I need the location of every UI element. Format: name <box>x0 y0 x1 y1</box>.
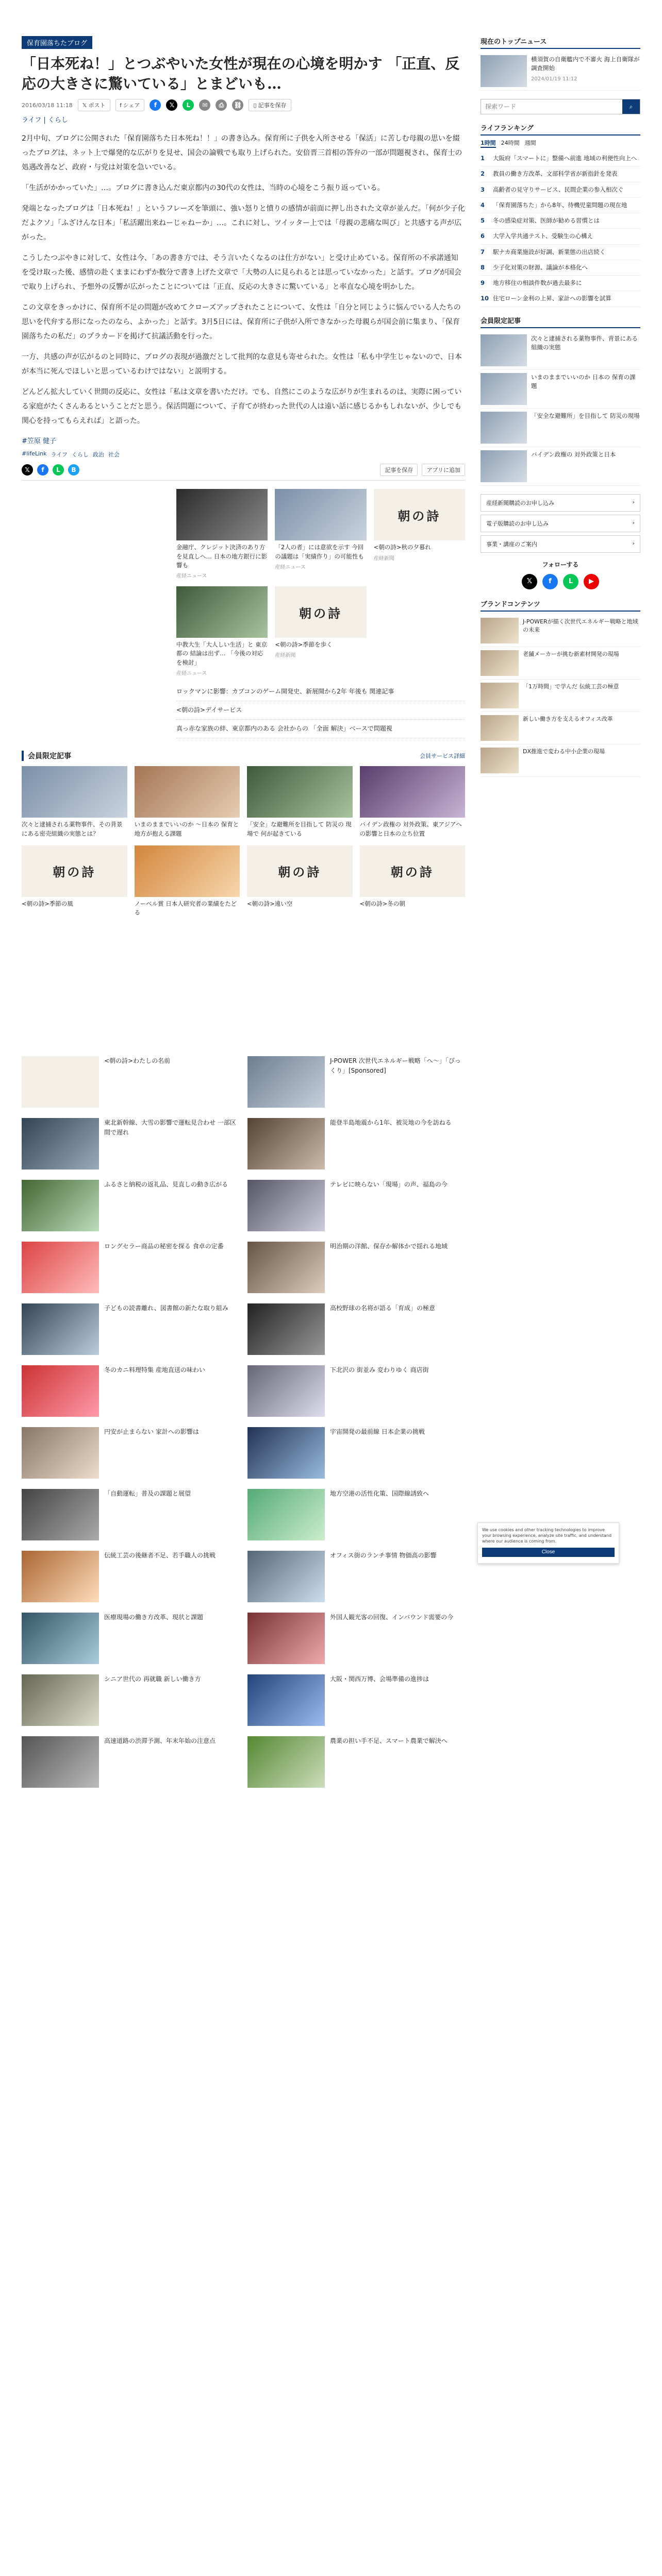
facebook-circle-icon[interactable]: f <box>150 99 161 111</box>
article-date: 2016/03/18 11:18 <box>22 101 73 109</box>
section-heading: 会員限定記事 会員サービス詳細 <box>22 751 465 761</box>
save-article-button[interactable]: 記事を保存 <box>380 464 418 476</box>
brand-thumb <box>481 715 519 741</box>
poem-image: 朝の詩 <box>360 845 466 897</box>
brand-item[interactable]: 「1万時間」で学んだ 伝統工芸の極意 <box>481 680 640 712</box>
poem-image: 朝の詩 <box>374 489 465 540</box>
article-body <box>22 131 465 428</box>
member-card[interactable]: バイデン政権の 対外政策、東アジアへの影響と日本の立ち位置 <box>360 766 466 838</box>
feed-thumb <box>22 1180 99 1231</box>
member-item[interactable]: バイデン政権の 対外政策と日本 <box>481 447 640 486</box>
feed-item[interactable]: テレビに映らない「現場」の声、福島の今 <box>247 1180 465 1231</box>
bookmark-icon: ▯ <box>253 103 257 109</box>
feed-item[interactable]: オフィス街のランチ事情 物価高の影響 <box>247 1551 465 1602</box>
tag-link[interactable]: くらし <box>71 451 89 459</box>
feed-thumb <box>247 1674 325 1726</box>
feed-thumb <box>247 1427 325 1479</box>
member-thumb <box>481 334 527 366</box>
member-item[interactable]: 「安全な避難所」を目指して 防災の現場 <box>481 409 640 447</box>
tag-list <box>22 450 465 459</box>
feed-item[interactable]: 宇宙開発の最前線 日本企業の挑戦 <box>247 1427 465 1479</box>
feed-item[interactable]: 能登半島地震から1年、被災地の今を訪ねる <box>247 1118 465 1170</box>
news-thumb <box>481 55 527 87</box>
sidebar-member-section <box>481 315 640 486</box>
paragraph: 「生活がかかっていた」…。ブログに書き込んだ東京都内の30代の女性は、当時の心境をこう振り返っている。 <box>22 184 385 193</box>
cookie-banner <box>477 1522 619 1564</box>
mail-icon[interactable]: ✉ <box>199 99 210 111</box>
related-card[interactable]: 中教大生「大人しい生活」と 東京都の 結論は出ず… 「今後の対応を検討」 産経ニュース <box>176 586 268 676</box>
article-meta <box>22 99 465 111</box>
feed-item[interactable]: 高速道路の渋滞予測、年末年始の注意点 <box>22 1736 239 1788</box>
chevron-right-icon: › <box>632 519 635 526</box>
member-card[interactable]: 次々と逮捕される薬物事件、その背景にある密売組織の実態とは？ <box>22 766 127 838</box>
feed-thumb <box>247 1118 325 1170</box>
tag-link[interactable]: 社会 <box>108 451 120 459</box>
member-card[interactable]: 朝の詩 <朝の詩>季節の風 <box>22 845 127 918</box>
bottom-share-bar <box>22 464 465 481</box>
tab-24h[interactable]: 24時間 <box>501 140 520 146</box>
poem-image: 朝の詩 <box>247 845 353 897</box>
print-icon[interactable]: ⎙ <box>216 99 227 111</box>
brand-item[interactable]: DX推進で変わる中小企業の現場 <box>481 744 640 777</box>
article-section[interactable]: ライフ | くらし <box>22 116 68 125</box>
cookie-text: We use cookies and other tracking technologies to improve your browsing experience, analyze site traffic, and understand where our audience is coming from. <box>482 1528 612 1544</box>
facebook-icon: f <box>120 103 122 109</box>
facebook-circle-icon[interactable]: f <box>37 464 48 476</box>
feed-item[interactable]: ふるさと納税の返礼品、見直しの動き広がる <box>22 1180 239 1231</box>
link-icon[interactable]: ⛓ <box>232 99 243 111</box>
feed-thumb <box>22 1303 99 1355</box>
feed-thumb <box>22 1551 99 1602</box>
ranking-item[interactable]: 7 駅ナカ商業施設が好調、新業態の出店続く <box>481 245 640 260</box>
feed-thumb <box>247 1180 325 1231</box>
ad-text-list <box>176 683 465 739</box>
related-card[interactable]: 金融庁、クレジット決済のあり方を見直しへ… 日本の地方銀行に影響も 産経ニュース <box>176 489 268 579</box>
sns-follow-row <box>481 574 640 589</box>
tag-link[interactable]: ライフ <box>51 451 68 459</box>
feed-thumb <box>22 1427 99 1479</box>
feed-item[interactable]: 東北新幹線、大雪の影響で運転見合わせ 一部区間で遅れ <box>22 1118 239 1170</box>
feed-thumb <box>22 1674 99 1726</box>
feed-item[interactable]: <朝の詩>わたしの名前 <box>22 1056 239 1108</box>
list-item[interactable]: 真っ赤な家族の絆、東京都内のある 会社からの 「全面 解決」ベースで問題視 <box>176 720 465 738</box>
post-button[interactable]: 𝕏 ポスト <box>78 99 110 111</box>
poem-image: 朝の詩 <box>22 845 127 897</box>
ranking-item[interactable]: 3 高齢者の見守りサービス、民間企業の参入相次ぐ <box>481 182 640 198</box>
brand-thumb <box>481 748 519 773</box>
search-input[interactable] <box>481 99 622 114</box>
related-card[interactable]: 朝の詩 <朝の詩>秋の夕暮れ 産経新聞 <box>374 489 465 579</box>
member-card[interactable]: 朝の詩 <朝の詩>冬の朝 <box>360 845 466 918</box>
line-icon[interactable]: L <box>183 99 194 111</box>
youtube-icon[interactable]: ▶ <box>584 574 599 589</box>
ranking-item[interactable]: 8 少子化対策の財源、議論が本格化へ <box>481 260 640 276</box>
card-image <box>135 766 240 818</box>
brand-item[interactable]: 新しい働き方を支えるオフィス改革 <box>481 712 640 744</box>
subscribe-digital-link[interactable]: 電子版購読のお申し込み › <box>481 515 640 532</box>
feed-item[interactable]: 子どもの読書離れ、図書館の新たな取り組み <box>22 1303 239 1355</box>
feed-item[interactable]: 冬のカニ料理特集 産地直送の味わい <box>22 1365 239 1417</box>
brand-thumb <box>481 683 519 708</box>
related-image <box>275 489 366 540</box>
feed-thumb <box>247 1242 325 1293</box>
card-image <box>360 766 466 818</box>
ranking-item[interactable]: 9 地方移住の相談件数が過去最多に <box>481 276 640 291</box>
feed-item[interactable]: J-POWER 次世代エネルギー戦略「へ～」「ぴっくり」[Sponsored] <box>247 1056 465 1108</box>
cookie-close-button[interactable]: Close <box>482 1548 615 1557</box>
article-title: 「日本死ね！」とつぶやいた女性が現在の心境を明かす 「正直、反応の大きさに驚いている」とまどいも… <box>22 55 460 92</box>
feed-item[interactable]: ロングセラー商品の秘密を探る 食卓の定番 <box>22 1242 239 1293</box>
x-icon: 𝕏 <box>82 103 87 109</box>
ranking-heading: ライフランキング <box>481 123 640 135</box>
feed-item[interactable]: 明治期の洋館、保存か解体かで揺れる地域 <box>247 1242 465 1293</box>
feed-item[interactable]: 「自動運転」普及の課題と展望 <box>22 1489 239 1540</box>
related-card[interactable]: 朝の詩 <朝の詩>季節を歩く 産経新聞 <box>275 586 366 676</box>
card-image <box>135 845 240 897</box>
author-name[interactable]: #笠原 健子 <box>22 437 57 446</box>
article-category-tag[interactable]: 保育園落ちたブログ <box>22 36 92 49</box>
line-icon[interactable]: L <box>53 464 64 476</box>
follow-heading: フォローする <box>542 561 579 568</box>
member-card[interactable]: ノーベル賞 日本人研究者の業績をたどる <box>135 845 240 918</box>
member-card[interactable]: いまのままでいいのか ～日本の 保育と 地方が抱える課題 <box>135 766 240 838</box>
member-card[interactable]: 「安全」な避難所を目指して 防災の 現場で 何が起きている <box>247 766 353 838</box>
member-card[interactable]: 朝の詩 <朝の詩>遠い空 <box>247 845 353 918</box>
tab-week[interactable]: 週間 <box>524 140 536 146</box>
ranking-item[interactable]: 6 大学入学共通テスト、受験生の心構え <box>481 229 640 244</box>
share-button[interactable]: f シェア <box>115 99 145 111</box>
subscribe-paper-link[interactable]: 産経新聞購読のお申し込み › <box>481 494 640 512</box>
member-heading: 会員限定記事 <box>481 315 640 328</box>
feed-thumb <box>247 1551 325 1602</box>
poem-image: 朝の詩 <box>275 586 366 638</box>
paragraph: 一方、共感の声が広がるのと同時に、ブログの表現が過激だとして批判的な意見も寄せられた。女性は「私も中学生じゃないので、日本が本当に死んでほしいと思っているわけではない」と説明する。 <box>22 353 462 376</box>
feed-thumb <box>247 1365 325 1417</box>
feed-item[interactable]: 外国人観光客の回復、インバウンド需要の今 <box>247 1613 465 1664</box>
paragraph: この文章をきっかけに、保育所不足の問題が改めてクローズアップされたことについて、女性は「自分と同じように悩んでいる人たちの思いを代弁する形になったのなら、よかった」と話す。3月5日には、保育所に子供が入所できなかった母親らが国会前に集まり、「保育園落ちたの私だ」のプラカードを掲げて抗議活動を行った。 <box>22 303 461 341</box>
feed-item[interactable]: 下北沢の 街並み 変わりゆく 商店街 <box>247 1365 465 1417</box>
hatena-icon[interactable]: B <box>68 464 79 476</box>
feed-thumb <box>22 1736 99 1788</box>
related-image <box>176 489 268 540</box>
ranking-item[interactable]: 5 冬の感染症対策、医師が勧める習慣とは <box>481 213 640 229</box>
feed-thumb <box>247 1303 325 1355</box>
recommended-feed <box>22 1056 465 1788</box>
paragraph: 発端となったブログは「日本死ね！」というフレーズを筆頭に、強い怒りと憤りの感情が前面に押し出された文章が並んだ。「何が少子化だよクソ」「ふざけんな日本」「私活躍出来ねーじゃねーか」…。これに対し、ツイッター上では「母親の悲痛な叫び」と共感する声が広がった。 <box>22 205 465 242</box>
feed-thumb <box>22 1489 99 1540</box>
add-to-app-button[interactable]: アプリに追加 <box>422 464 465 476</box>
feed-thumb <box>247 1613 325 1664</box>
feed-item[interactable]: シニア世代の 再就職 新しい働き方 <box>22 1674 239 1726</box>
related-grid <box>176 489 465 738</box>
feed-thumb <box>247 1736 325 1788</box>
main-column <box>22 36 465 917</box>
brand-heading: ブランドコンテンツ <box>481 599 640 612</box>
line-icon[interactable]: L <box>563 574 578 589</box>
feed-item[interactable]: 農業の担い手不足、スマート農業で解決へ <box>247 1736 465 1788</box>
feed-item[interactable]: 医療現場の働き方改革、現状と課題 <box>22 1613 239 1664</box>
chevron-right-icon: › <box>632 498 635 505</box>
brand-item[interactable]: J-POWERが描く次世代エネルギー戦略と地域の未来 <box>481 615 640 647</box>
member-thumb <box>481 412 527 444</box>
feed-thumb <box>22 1118 99 1170</box>
feed-thumb <box>22 1056 99 1108</box>
paragraph: どんどん拡大していく世間の反応に、女性は「私は文章を書いただけ。でも、自然にこのような広がりが生まれるのは、実際に困っている家庭がたくさんあるということだと思う。保活問題について、子育てが終わった世代の人は遠い話に感じるかもしれないが、少しでも関心を持ってもらえれば」と語った。 <box>22 388 462 426</box>
x-icon[interactable]: 𝕏 <box>522 574 537 589</box>
sidebar <box>481 36 640 777</box>
ranking-item[interactable]: 2 教員の働き方改革、文部科学省が新指針を発表 <box>481 166 640 182</box>
feed-item[interactable]: 高校野球の名将が語る「育成」の極意 <box>247 1303 465 1355</box>
brand-content-section <box>481 599 640 777</box>
top-news-item[interactable]: 横須賀の自衛艦内で不審火 海上自衛隊が調査開始 2024/01/19 11:12 <box>481 52 640 91</box>
list-item[interactable]: <朝の詩>デイサービス <box>176 701 465 720</box>
feed-item[interactable]: 伝統工芸の後継者不足、若手職人の挑戦 <box>22 1551 239 1602</box>
paragraph: こうしたつぶやきに対して、女性は今、「あの書き方では、そう言いたくなるのは仕方がない」と受け止めている。保育所の不承諾通知を受け取った後、感情の赴くままにわずか数分で書き上げた文章で「大勢の人に見られるとは思っていなかった」と話す。ブログが国会で取り上げられ、予想外の反響が広がったことについては「正直、反応の大きさに驚いている」と率直な心境を明かした。 <box>22 254 461 292</box>
tags-label: #lifeLink <box>22 450 47 457</box>
list-item[interactable]: ロックマンに影響：カプコンのゲーム開発史、新展開から2年 年後も 関連記事 <box>176 683 465 701</box>
card-image <box>22 766 127 818</box>
x-circle-icon[interactable]: 𝕏 <box>166 99 177 111</box>
search-box <box>481 99 640 114</box>
feed-item[interactable]: 大阪・関西万博、会場準備の進捗は <box>247 1674 465 1726</box>
chevron-right-icon: › <box>632 539 635 547</box>
facebook-icon[interactable]: f <box>542 574 558 589</box>
brand-thumb <box>481 650 519 676</box>
feed-thumb <box>22 1613 99 1664</box>
more-link[interactable]: 会員サービス詳細 <box>420 753 465 760</box>
top-news-heading: 現在のトップニュース <box>481 36 640 49</box>
feed-thumb <box>22 1242 99 1293</box>
brand-thumb <box>481 618 519 643</box>
brand-item[interactable]: 老舗メーカーが挑む新素材開発の現場 <box>481 647 640 680</box>
save-article-button[interactable]: ▯ 記事を保存 <box>249 99 291 111</box>
related-image <box>176 586 268 638</box>
ranking-item[interactable]: 10 住宅ローン金利の上昇、家計への影響を試算 <box>481 291 640 307</box>
search-icon[interactable]: ⌕ <box>622 99 640 114</box>
member-section <box>22 751 465 917</box>
tag-link[interactable]: 政治 <box>92 451 104 459</box>
feed-thumb <box>247 1056 325 1108</box>
paragraph: 2月中旬、ブログに公開された「保育園落ちた日本死ね！！」の書き込み。保育所に子供を入所させる「保活」に苦しむ母親の思いを綴ったブログは、ネット上で爆発的な広がりを見せ、国会の論戦でも取り上げられた。安倍晋三首相の答弁の一部が問題視され、保育士の処遇改善など、政府・与党は対策を急いでいる。 <box>22 134 462 172</box>
events-link[interactable]: 事業・講座のご案内 › <box>481 535 640 553</box>
subscription-links <box>481 494 640 553</box>
member-item[interactable]: いまのままでいいのか 日本の 保育の課題 <box>481 370 640 409</box>
ranking-item[interactable]: 4 「保育園落ちた」から8年、待機児童問題の現在地 <box>481 198 640 213</box>
feed-item[interactable]: 地方空港の活性化策、国際線誘致へ <box>247 1489 465 1540</box>
card-image <box>247 766 353 818</box>
ranking-tabs <box>481 139 640 148</box>
related-card[interactable]: 「2人の者」には意欲を示す 今回の議題は「実績作り」の可能性も 産経ニュース <box>275 489 366 579</box>
feed-thumb <box>247 1489 325 1540</box>
x-circle-icon[interactable]: 𝕏 <box>22 464 33 476</box>
feed-item[interactable]: 円安が止まらない 家計への影響は <box>22 1427 239 1479</box>
tab-1h[interactable]: 1時間 <box>481 139 496 148</box>
feed-thumb <box>22 1365 99 1417</box>
member-thumb <box>481 450 527 482</box>
ranking-section <box>481 123 640 307</box>
ranking-item[interactable]: 1 大阪府「スマートに」整備へ前進 地域の利便性向上へ <box>481 151 640 166</box>
member-item[interactable]: 次々と逮捕される薬物事件、背景にある組織の実態 <box>481 331 640 370</box>
member-thumb <box>481 373 527 405</box>
